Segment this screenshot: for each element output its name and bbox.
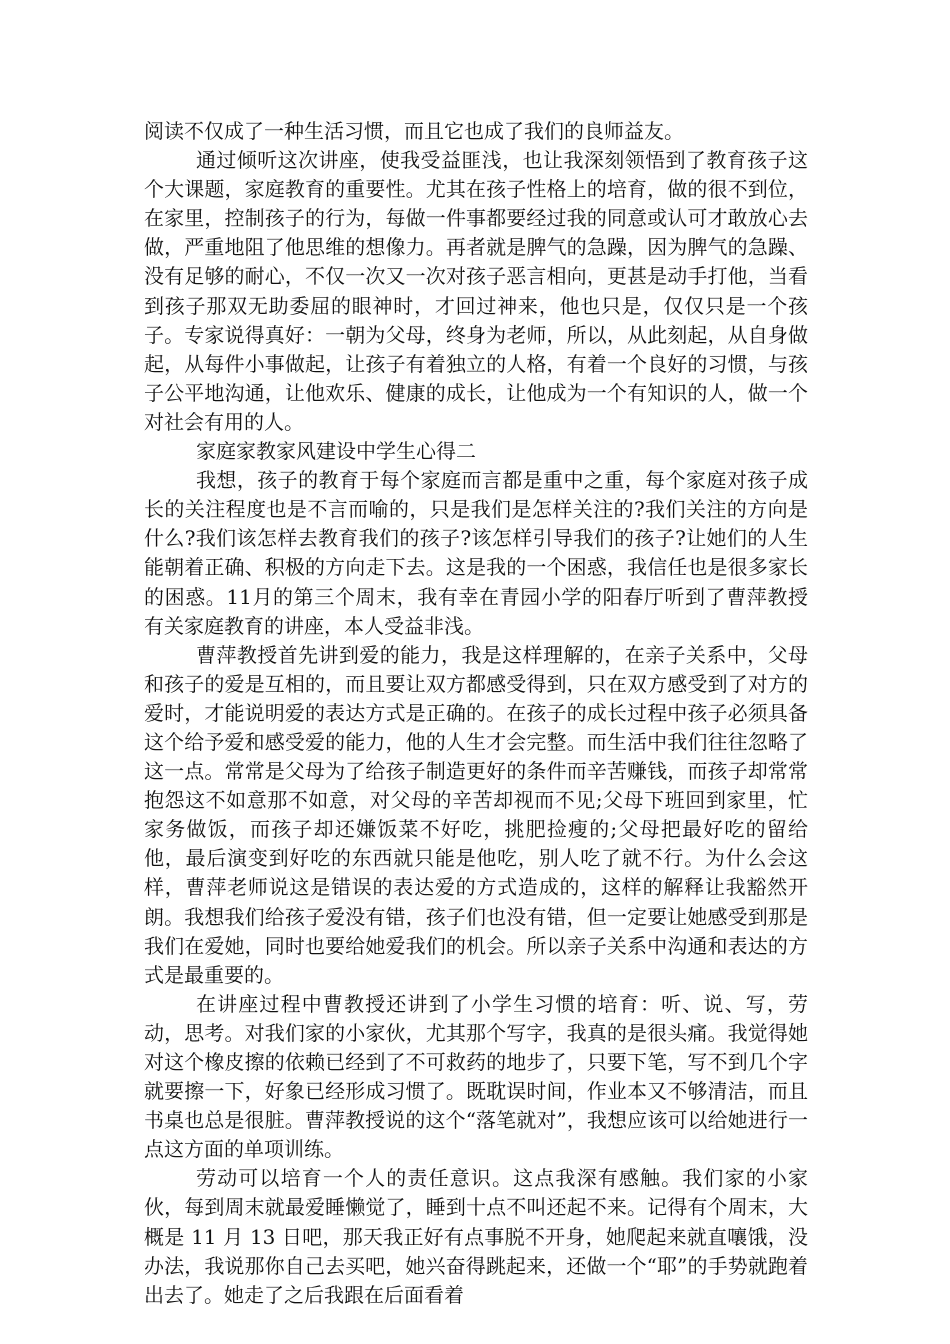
paragraph-labor: 劳动可以培育一个人的责任意识。这点我深有感触。我们家的小家伙，每到周末就最爱睡懒觉了，睡到十点不叫还起不来。记得有个周末，大概是 11 月 13 日吧，那天我正好有点事脱不开身，她爬起来就直嚷饿，没办法，我说那你自己去买吧，她兴奋得跳起来，还做一个“耶”的手势就跑着出去了。她走了之后我跟在后面看着 bbox=[144, 1166, 808, 1307]
paragraph-habits: 在讲座过程中曹教授还讲到了小学生习惯的培育：听、说、写，劳动，思考。对我们家的小家伙，尤其那个写字，我真的是很头痛。我觉得她对这个橡皮擦的依赖已经到了不可救药的地步了，只要下笔，写不到几个字就要擦一下，好象已经形成习惯了。既耽误时间，作业本又不够清洁，而且书桌也总是很脏。曹萍教授说的这个“落笔就对”，我想应该可以给她进行一点这方面的单项训练。 bbox=[144, 991, 808, 1162]
paragraph-continuation: 阅读不仅成了一种生活习惯，而且它也成了我们的良师益友。 bbox=[144, 119, 684, 143]
paragraph-love-ability: 曹萍教授首先讲到爱的能力，我是这样理解的，在亲子关系中，父母和孩子的爱是互相的，而且要让双方都感受得到，只在双方感受到了对方的爱时，才能说明爱的表达方式是正确的。在孩子的成长过程中孩子必须具备这个给予爱和感受爱的能力，他的人生才会完整。而生活中我们往往忽略了这一点。常常是父母为了给孩子制造更好的条件而辛苦赚钱，而孩子却常常抱怨这不如意那不如意，对父母的辛苦却视而不见;父母下班回到家里，忙家务做饭，而孩子却还嫌饭菜不好吃，挑肥捡瘦的;父母把最好吃的留给他，最后演变到好吃的东西就只能是他吃，别人吃了就不行。为什么会这样，曹萍老师说这是错误的表达爱的方式造成的，这样的解释让我豁然开朗。我想我们给孩子爱没有错，孩子们也没有错，但一定要让她感受到那是我们在爱她，同时也要给她爱我们的机会。所以亲子关系中沟通和表达的方式是最重要的。 bbox=[144, 642, 808, 987]
section-heading: 家庭家教家风建设中学生心得二 bbox=[196, 439, 476, 464]
paragraph-lecture-reflection: 通过倾听这次讲座，使我受益匪浅，也让我深刻领悟到了教育孩子这个大课题，家庭教育的重要性。尤其在孩子性格上的培育，做的很不到位，在家里，控制孩子的行为，每做一件事都要经过我的同意或认可才敢放心去做，严重地阻了他思维的想像力。再者就是脾气的急躁，因为脾气的急躁、没有足够的耐心，不仅一次又一次对孩子恶言相向，更甚是动手打他，当看到孩子那双无助委屈的眼神时，才回过神来，他也只是，仅仅只是一个孩子。专家说得真好：一朝为父母，终身为老师，所以，从此刻起，从自身做起，从每件小事做起，让孩子有着独立的人格，有着一个良好的习惯，与孩子公平地沟通，让他欢乐、健康的成长，让他成为一个有知识的人，做一个对社会有用的人。 bbox=[144, 148, 808, 434]
paragraph-parenting-question: 我想，孩子的教育于每个家庭而言都是重中之重，每个家庭对孩子成长的关注程度也是不言而喻的，只是我们是怎样关注的?我们关注的方向是什么?我们该怎样去教育我们的孩子?该怎样引导我们的孩子?让她们的人生能朝着正确、积极的方向走下去。这是我的一个困惑，我信任也是很多家长的困惑。11月的第三个周末，我有幸在青园小学的阳春厅听到了曹萍教授有关家庭教育的讲座，本人受益非浅。 bbox=[144, 468, 808, 638]
document-body bbox=[144, 117, 808, 1310]
